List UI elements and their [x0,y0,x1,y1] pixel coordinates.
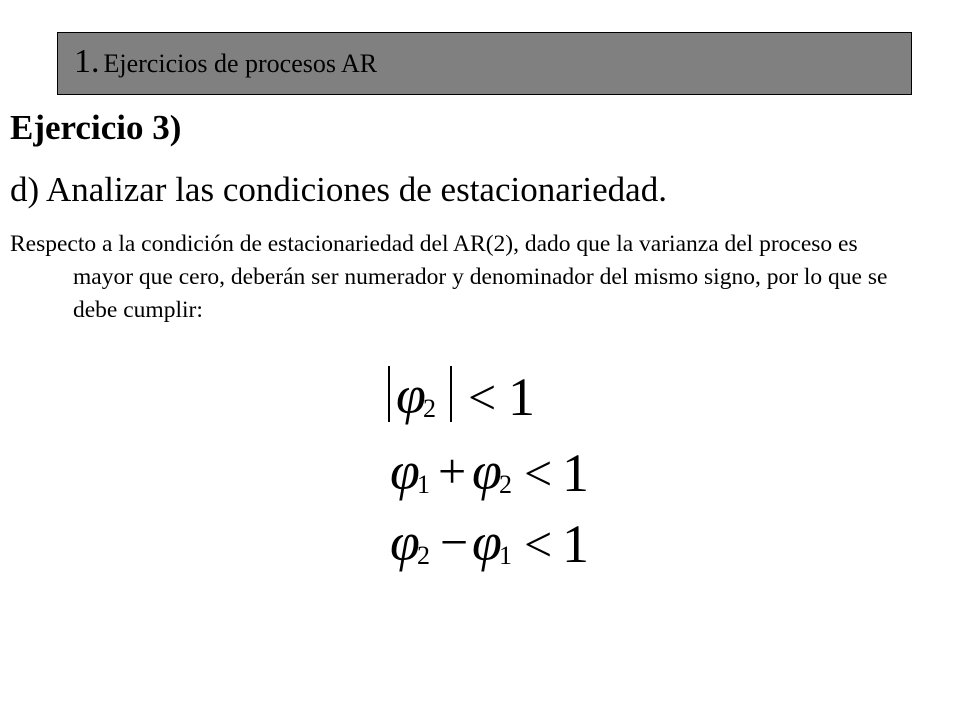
abs-bar-left [388,366,390,422]
exercise-heading: Ejercicio 3) [10,108,182,147]
rhs-value: 1 [508,367,535,427]
phi-symbol: φ [396,365,426,425]
less-than-symbol: < [468,369,497,425]
rhs-value: 1 [562,514,589,574]
slide-title-bar [57,32,912,95]
explanation-paragraph: Respecto a la condición de estacionariedad del AR(2), dado que la varianza del proceso es mayor que cero, deberán ser numerador y denominador del mismo signo, por lo que se debe cumplir: [10,231,888,323]
phi-symbol: φ [472,441,502,501]
phi-subscript: 2 [423,394,436,423]
less-than-symbol: < [524,516,553,572]
phi-subscript: 1 [499,541,512,570]
minus-operator: − [440,514,469,570]
less-than-symbol: < [524,445,553,501]
phi-symbol: φ [390,512,420,572]
slide-title [74,45,377,79]
phi-symbol: φ [390,441,420,501]
abs-bar-right [450,366,452,422]
phi-symbol: φ [472,512,502,572]
phi-subscript: 2 [417,541,430,570]
slide-title-number: 1. [74,43,100,80]
rhs-value: 1 [562,443,589,503]
exercise-subheading: d) Analizar las condiciones de estacionariedad. [10,170,667,209]
phi-subscript: 2 [499,470,512,499]
plus-operator: + [438,443,467,499]
phi-subscript: 1 [417,470,430,499]
slide-title-text: Ejercicios de procesos AR [103,49,378,78]
